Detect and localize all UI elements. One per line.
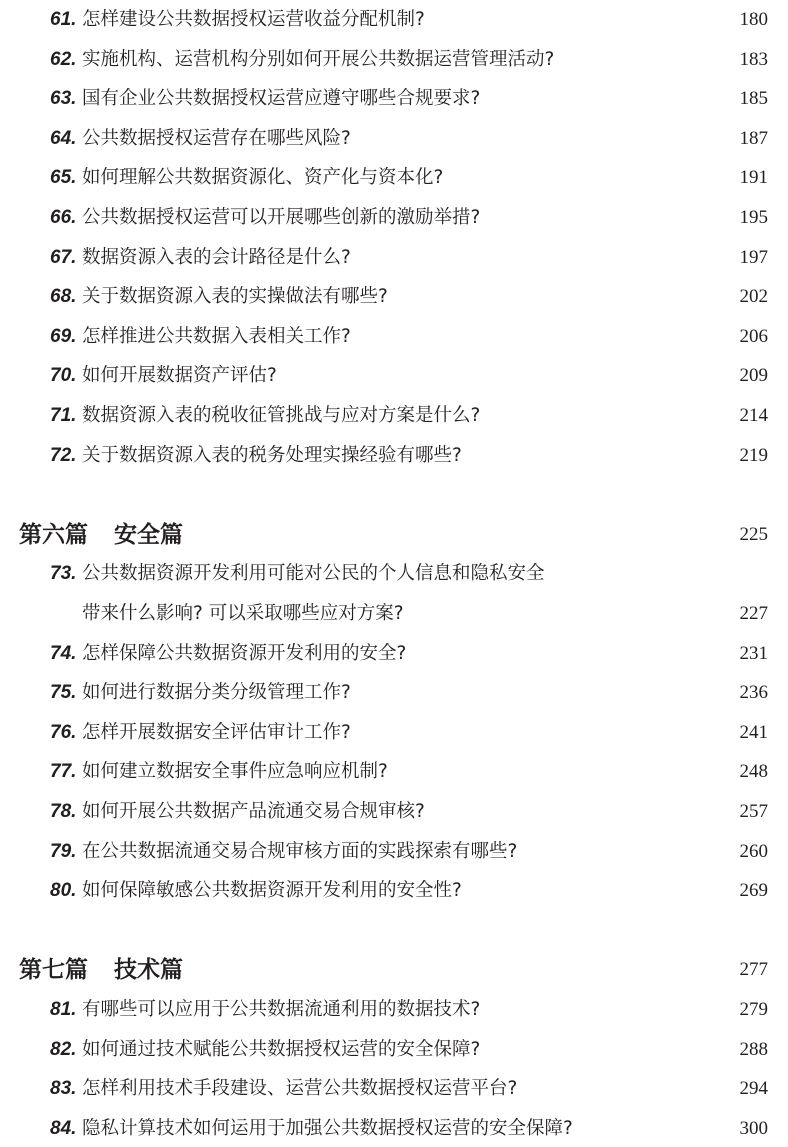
entry-number: 76.: [50, 721, 77, 743]
entry-page-number: 241: [739, 721, 768, 743]
toc-entry[interactable]: [0, 834, 788, 870]
entry-number: 74.: [50, 642, 77, 664]
toc-entry[interactable]: [0, 42, 788, 78]
entry-title: 如何开展数据资产评估?: [82, 365, 277, 387]
toc-entry[interactable]: [0, 1071, 788, 1107]
toc-entry[interactable]: [0, 754, 788, 790]
toc-entry[interactable]: [0, 873, 788, 909]
entry-number: 70.: [50, 365, 77, 387]
entry-page-number: 183: [739, 48, 768, 70]
entry-page-number: 191: [739, 167, 768, 189]
entry-title: 数据资源入表的税收征管挑战与应对方案是什么?: [82, 405, 481, 426]
entry-title: 怎样推进公共数据入表相关工作?: [82, 325, 351, 347]
section-page-number: 277: [739, 959, 768, 981]
section-heading[interactable]: [0, 952, 788, 988]
entry-page-number: 219: [739, 444, 768, 466]
toc-entry[interactable]: [0, 319, 788, 355]
entry-number: 68.: [50, 286, 77, 308]
toc-entry[interactable]: [0, 279, 788, 315]
entry-page-number: 269: [739, 880, 768, 902]
entry-number: 66.: [50, 207, 77, 228]
section-heading[interactable]: [0, 517, 788, 553]
entry-number: 84.: [50, 1117, 77, 1139]
entry-page-number: 185: [739, 88, 768, 110]
toc-entry[interactable]: [0, 992, 788, 1028]
entry-page-number: 248: [739, 761, 768, 783]
entry-title: 关于数据资源入表的税务处理实操经验有哪些?: [82, 444, 462, 466]
toc-entry[interactable]: [0, 636, 788, 672]
entry-page-number: 187: [739, 127, 768, 149]
toc-entry[interactable]: [0, 715, 788, 751]
entry-page-number: 209: [739, 365, 768, 387]
entry-title: 隐私计算技术如何运用于加强公共数据授权运营的安全保障?: [82, 1117, 573, 1139]
entry-title: 公共数据授权运营存在哪些风险?: [82, 127, 351, 149]
section-part: 第七篇: [19, 956, 88, 984]
entry-number: 79.: [50, 840, 77, 862]
toc-entry[interactable]: [0, 200, 788, 236]
entry-title: 如何进行数据分类分级管理工作?: [82, 682, 351, 704]
entry-number: 80.: [50, 880, 77, 902]
entry-title: 如何开展公共数据产品流通交易合规审核?: [82, 801, 425, 822]
entry-page-number: 257: [739, 801, 768, 822]
entry-page-number: 195: [739, 207, 768, 228]
entry-number: 64.: [50, 127, 77, 149]
toc-entry[interactable]: [0, 240, 788, 276]
section-title: [19, 521, 183, 549]
section-title: [19, 956, 183, 984]
section-page-number: 225: [739, 523, 768, 545]
entry-number: 81.: [50, 999, 77, 1020]
entry-number: 82.: [50, 1038, 77, 1060]
entry-number: 62.: [50, 48, 77, 70]
toc-entry[interactable]: [0, 1032, 788, 1068]
entry-page-number: 288: [739, 1038, 768, 1060]
entry-number: 67.: [50, 246, 77, 268]
toc-entry[interactable]: [0, 160, 788, 196]
entry-page-number: 202: [739, 286, 768, 308]
entry-page-number: 300: [739, 1117, 768, 1139]
toc-entry[interactable]: [0, 121, 788, 157]
entry-page-number: 197: [739, 246, 768, 268]
entry-title: 公共数据授权运营可以开展哪些创新的激励举措?: [82, 207, 481, 228]
toc-entry[interactable]: [0, 556, 788, 592]
entry-page-number: 227: [739, 603, 768, 624]
toc-entry[interactable]: [0, 438, 788, 474]
entry-title: 如何理解公共数据资源化、资产化与资本化?: [82, 167, 444, 189]
entry-page-number: 279: [739, 999, 768, 1020]
entry-page-number: 231: [739, 642, 768, 664]
section-part: 第六篇: [19, 520, 88, 548]
entry-number: 73.: [50, 563, 77, 585]
entry-page-number: 294: [739, 1078, 768, 1100]
entry-title: 如何建立数据安全事件应急响应机制?: [82, 761, 388, 783]
entry-page-number: 206: [739, 325, 768, 347]
entry-title: 怎样建设公共数据授权运营收益分配机制?: [82, 9, 425, 30]
entry-page-number: 180: [739, 9, 768, 30]
toc-entry[interactable]: [0, 794, 788, 830]
entry-title: 数据资源入表的会计路径是什么?: [82, 246, 351, 268]
entry-number: 65.: [50, 167, 77, 189]
toc-entry[interactable]: [0, 1111, 788, 1147]
entry-number: 77.: [50, 761, 77, 783]
entry-page-number: 260: [739, 840, 768, 862]
toc-entry[interactable]: [0, 2, 788, 38]
entry-number: 75.: [50, 682, 77, 704]
entry-title: 如何保障敏感公共数据资源开发利用的安全性?: [82, 880, 462, 902]
entry-title: 在公共数据流通交易合规审核方面的实践探索有哪些?: [82, 840, 518, 862]
toc-entry[interactable]: [0, 81, 788, 117]
entry-number: 61.: [50, 9, 77, 30]
entry-page-number: 214: [739, 405, 768, 426]
toc-entry[interactable]: [0, 398, 788, 434]
toc-entry[interactable]: [0, 358, 788, 394]
entry-page-number: 236: [739, 682, 768, 704]
toc-entry[interactable]: [0, 675, 788, 711]
entry-number: 78.: [50, 801, 77, 822]
entry-title: 怎样保障公共数据资源开发利用的安全?: [82, 642, 407, 664]
entry-title: 带来什么影响? 可以采取哪些应对方案?: [82, 603, 404, 624]
entry-title: 怎样利用技术手段建设、运营公共数据授权运营平台?: [82, 1078, 518, 1100]
entry-title: 国有企业公共数据授权运营应遵守哪些合规要求?: [82, 88, 481, 110]
entry-title: 怎样开展数据安全评估审计工作?: [82, 721, 351, 743]
entry-number: 63.: [50, 88, 77, 110]
entry-number: 72.: [50, 444, 77, 466]
entry-title: 有哪些可以应用于公共数据流通利用的数据技术?: [82, 999, 481, 1020]
entry-title: 关于数据资源入表的实操做法有哪些?: [82, 286, 388, 308]
entry-number: 71.: [50, 405, 77, 426]
entry-number: 69.: [50, 325, 77, 347]
section-name: 技术篇: [114, 956, 183, 984]
section-name: 安全篇: [114, 520, 183, 548]
toc-entry-continuation[interactable]: [0, 596, 788, 632]
entry-title: 如何通过技术赋能公共数据授权运营的安全保障?: [82, 1038, 481, 1060]
entry-title: 公共数据资源开发利用可能对公民的个人信息和隐私安全: [82, 563, 545, 585]
entry-title: 实施机构、运营机构分别如何开展公共数据运营管理活动?: [82, 48, 555, 70]
entry-number: 83.: [50, 1078, 77, 1100]
